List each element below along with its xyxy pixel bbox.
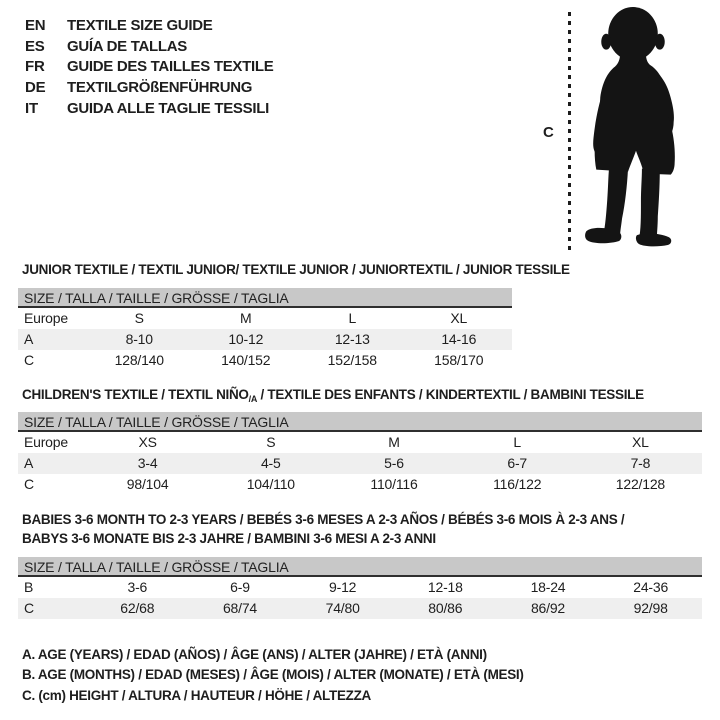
language-title-list — [25, 16, 273, 119]
language-code: IT — [25, 99, 38, 117]
height-cell: 74/80 — [325, 600, 360, 616]
height-cell: 140/152 — [221, 352, 271, 368]
age-cell: 8-10 — [125, 331, 153, 347]
age-cell: 24-36 — [633, 579, 669, 595]
age-cell: 6-9 — [230, 579, 250, 595]
children-title-post: / TEXTILE DES ENFANTS / KINDERTEXTIL / BAMBINI TESSILE — [257, 387, 644, 402]
age-cell: 9-12 — [329, 579, 357, 595]
size-cell: XL — [632, 434, 649, 450]
row-label: Europe — [24, 310, 68, 326]
table-row-height — [18, 350, 512, 371]
size-cell: L — [348, 310, 357, 326]
language-code: ES — [25, 37, 45, 55]
children-title-subscript: /A — [248, 394, 258, 404]
babies-title-line1: BABIES 3-6 MONTH TO 2-3 YEARS / BEBÉS 3-6 MESES A 2-3 AÑOS / BÉBÉS 3-6 MOIS À 2-3 ANS / — [22, 512, 625, 527]
height-cell: 152/158 — [327, 352, 377, 368]
height-cell: 62/68 — [120, 600, 155, 616]
language-code: EN — [25, 17, 46, 34]
language-row-de — [25, 78, 273, 99]
table-row-height — [18, 474, 702, 495]
row-label: C — [24, 600, 34, 616]
language-row-it — [25, 99, 273, 120]
height-dotted-line — [568, 12, 571, 250]
size-header-bar: SIZE / TALLA / TAILLE / GRÖSSE / TAGLIA — [18, 288, 512, 308]
age-cell: 14-16 — [441, 331, 477, 347]
height-cell: 92/98 — [633, 600, 668, 616]
size-header-bar: SIZE / TALLA / TAILLE / GRÖSSE / TAGLIA — [18, 557, 702, 577]
age-cell: 12-13 — [334, 331, 370, 347]
junior-size-table — [18, 288, 512, 371]
size-cell: XL — [450, 310, 468, 326]
table-row-europe — [18, 432, 702, 453]
row-label: B — [24, 579, 34, 595]
language-title: GUIDA ALLE TAGLIE TESSILI — [67, 99, 269, 117]
table-row-age — [18, 329, 512, 350]
row-label: A — [24, 455, 34, 471]
height-cell: 80/86 — [428, 600, 463, 616]
size-cell: S — [266, 434, 276, 450]
age-cell: 3-4 — [137, 455, 158, 471]
height-cell: 104/110 — [246, 476, 295, 492]
height-measure-label: C — [543, 124, 554, 141]
height-cell: 98/104 — [126, 476, 169, 492]
age-cell: 6-7 — [507, 455, 528, 471]
age-cell: 4-5 — [260, 455, 281, 471]
height-cell: 158/170 — [434, 352, 484, 368]
table-row-age — [18, 453, 702, 474]
row-label: A — [24, 331, 34, 347]
height-cell: 116/122 — [493, 476, 542, 492]
age-cell: 18-24 — [530, 579, 566, 595]
language-title: GUIDE DES TAILLES TEXTILE — [67, 58, 274, 76]
row-label: Europe — [24, 434, 68, 450]
height-cell: 122/128 — [615, 476, 665, 492]
language-title: GUÍA DE TALLAS — [67, 37, 187, 55]
babies-title-line2: BABYS 3-6 MONATE BIS 2-3 JAHRE / BAMBINI 3-6 MESI A 2-3 ANNI — [22, 531, 436, 546]
children-title-pre: CHILDREN'S TEXTILE / TEXTIL NIÑO — [22, 387, 249, 402]
babies-size-table — [18, 557, 702, 619]
height-cell: 110/116 — [370, 476, 418, 492]
children-section-title — [22, 385, 644, 409]
size-cell: XS — [138, 434, 157, 450]
junior-section-title: JUNIOR TEXTILE / TEXTIL JUNIOR/ TEXTILE JUNIOR / JUNIORTEXTIL / JUNIOR TESSILE — [22, 262, 570, 277]
children-size-table — [18, 412, 702, 495]
size-cell: M — [388, 434, 400, 450]
size-header-bar: SIZE / TALLA / TAILLE / GRÖSSE / TAGLIA — [18, 412, 702, 432]
size-cell: M — [240, 310, 252, 326]
height-cell: 68/74 — [222, 600, 258, 616]
language-row-en — [25, 16, 273, 37]
legend-line-a: A. AGE (YEARS) / EDAD (AÑOS) / ÂGE (ANS) / ALTER (JAHRE) / ETÀ (ANNI) — [22, 647, 487, 662]
toddler-silhouette-icon — [576, 6, 690, 248]
language-row-es — [25, 37, 273, 58]
legend-line-b: B. AGE (MONTHS) / EDAD (MESES) / ÂGE (MOIS) / ALTER (MONATE) / ETÀ (MESI) — [22, 667, 524, 683]
height-cell: 86/92 — [530, 600, 566, 616]
table-row-europe — [18, 308, 512, 329]
table-row-height — [18, 598, 702, 619]
language-code: DE — [25, 79, 46, 97]
age-cell: 3-6 — [127, 579, 148, 595]
language-row-fr — [25, 57, 273, 78]
age-cell: 10-12 — [228, 331, 264, 347]
age-cell: 5-6 — [384, 455, 404, 471]
size-cell: L — [513, 434, 521, 450]
legend-footnotes — [22, 645, 524, 706]
language-title: TEXTILGRÖßENFÜHRUNG — [67, 79, 253, 97]
table-row-age-months — [18, 577, 702, 598]
language-code: FR — [25, 58, 45, 76]
language-title: TEXTILE SIZE GUIDE — [67, 17, 213, 34]
size-cell: S — [134, 310, 144, 326]
row-label: C — [24, 476, 34, 492]
row-label: C — [24, 352, 34, 368]
age-cell: 7-8 — [630, 455, 651, 471]
legend-line-c: C. (cm) HEIGHT / ALTURA / HAUTEUR / HÖHE / ALTEZZA — [22, 687, 371, 703]
age-cell: 12-18 — [427, 579, 463, 595]
babies-section-title — [22, 510, 624, 548]
height-cell: 128/140 — [114, 352, 164, 368]
